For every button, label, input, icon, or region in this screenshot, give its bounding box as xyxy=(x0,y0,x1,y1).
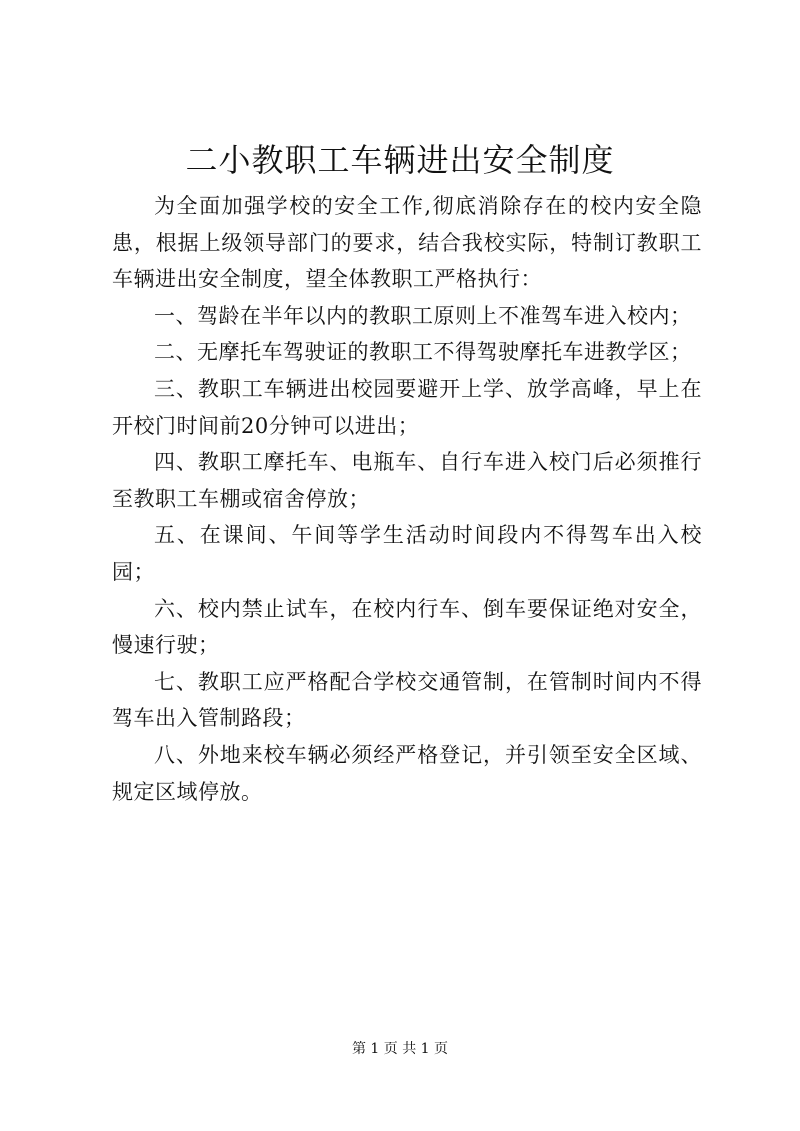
rule-paragraph-4: 四、教职工摩托车、电瓶车、自行车进入校门后必须推行至教职工车棚或宿舍停放； xyxy=(112,450,702,511)
rule-paragraph-8: 八、外地来校车辆必须经严格登记，并引领至安全区域、规定区域停放。 xyxy=(112,742,702,804)
rule-paragraph-7: 七、教职工应严格配合学校交通管制，在管制时间内不得驾车出入管制路段； xyxy=(112,669,702,731)
document-title: 二小教职工车辆进出安全制度 xyxy=(185,141,615,179)
rule-paragraph-2: 二、无摩托车驾驶证的教职工不得驾驶摩托车进教学区； xyxy=(154,340,692,365)
rule-paragraph-1: 一、驾龄在半年以内的教职工原则上不准驾车进入校内； xyxy=(154,303,692,328)
rule-paragraph-6: 六、校内禁止试车，在校内行车、倒车要保证绝对安全，慢速行驶； xyxy=(112,596,702,658)
intro-paragraph: 为全面加强学校的安全工作,彻底消除存在的校内安全隐患，根据上级领导部门的要求，结合我校实际，特制订教职工车辆进出安全制度，望全体教职工严格执行： xyxy=(112,194,702,292)
page-number-footer: 第 1 页 共 1 页 xyxy=(351,1041,449,1057)
rule-paragraph-5: 五、在课间、午间等学生活动时间段内不得驾车出入校园； xyxy=(112,523,702,584)
document-body xyxy=(112,188,702,810)
rule-paragraph-3: 三、教职工车辆进出校园要避开上学、放学高峰，早上在开校门时间前20分钟可以进出； xyxy=(112,376,702,438)
